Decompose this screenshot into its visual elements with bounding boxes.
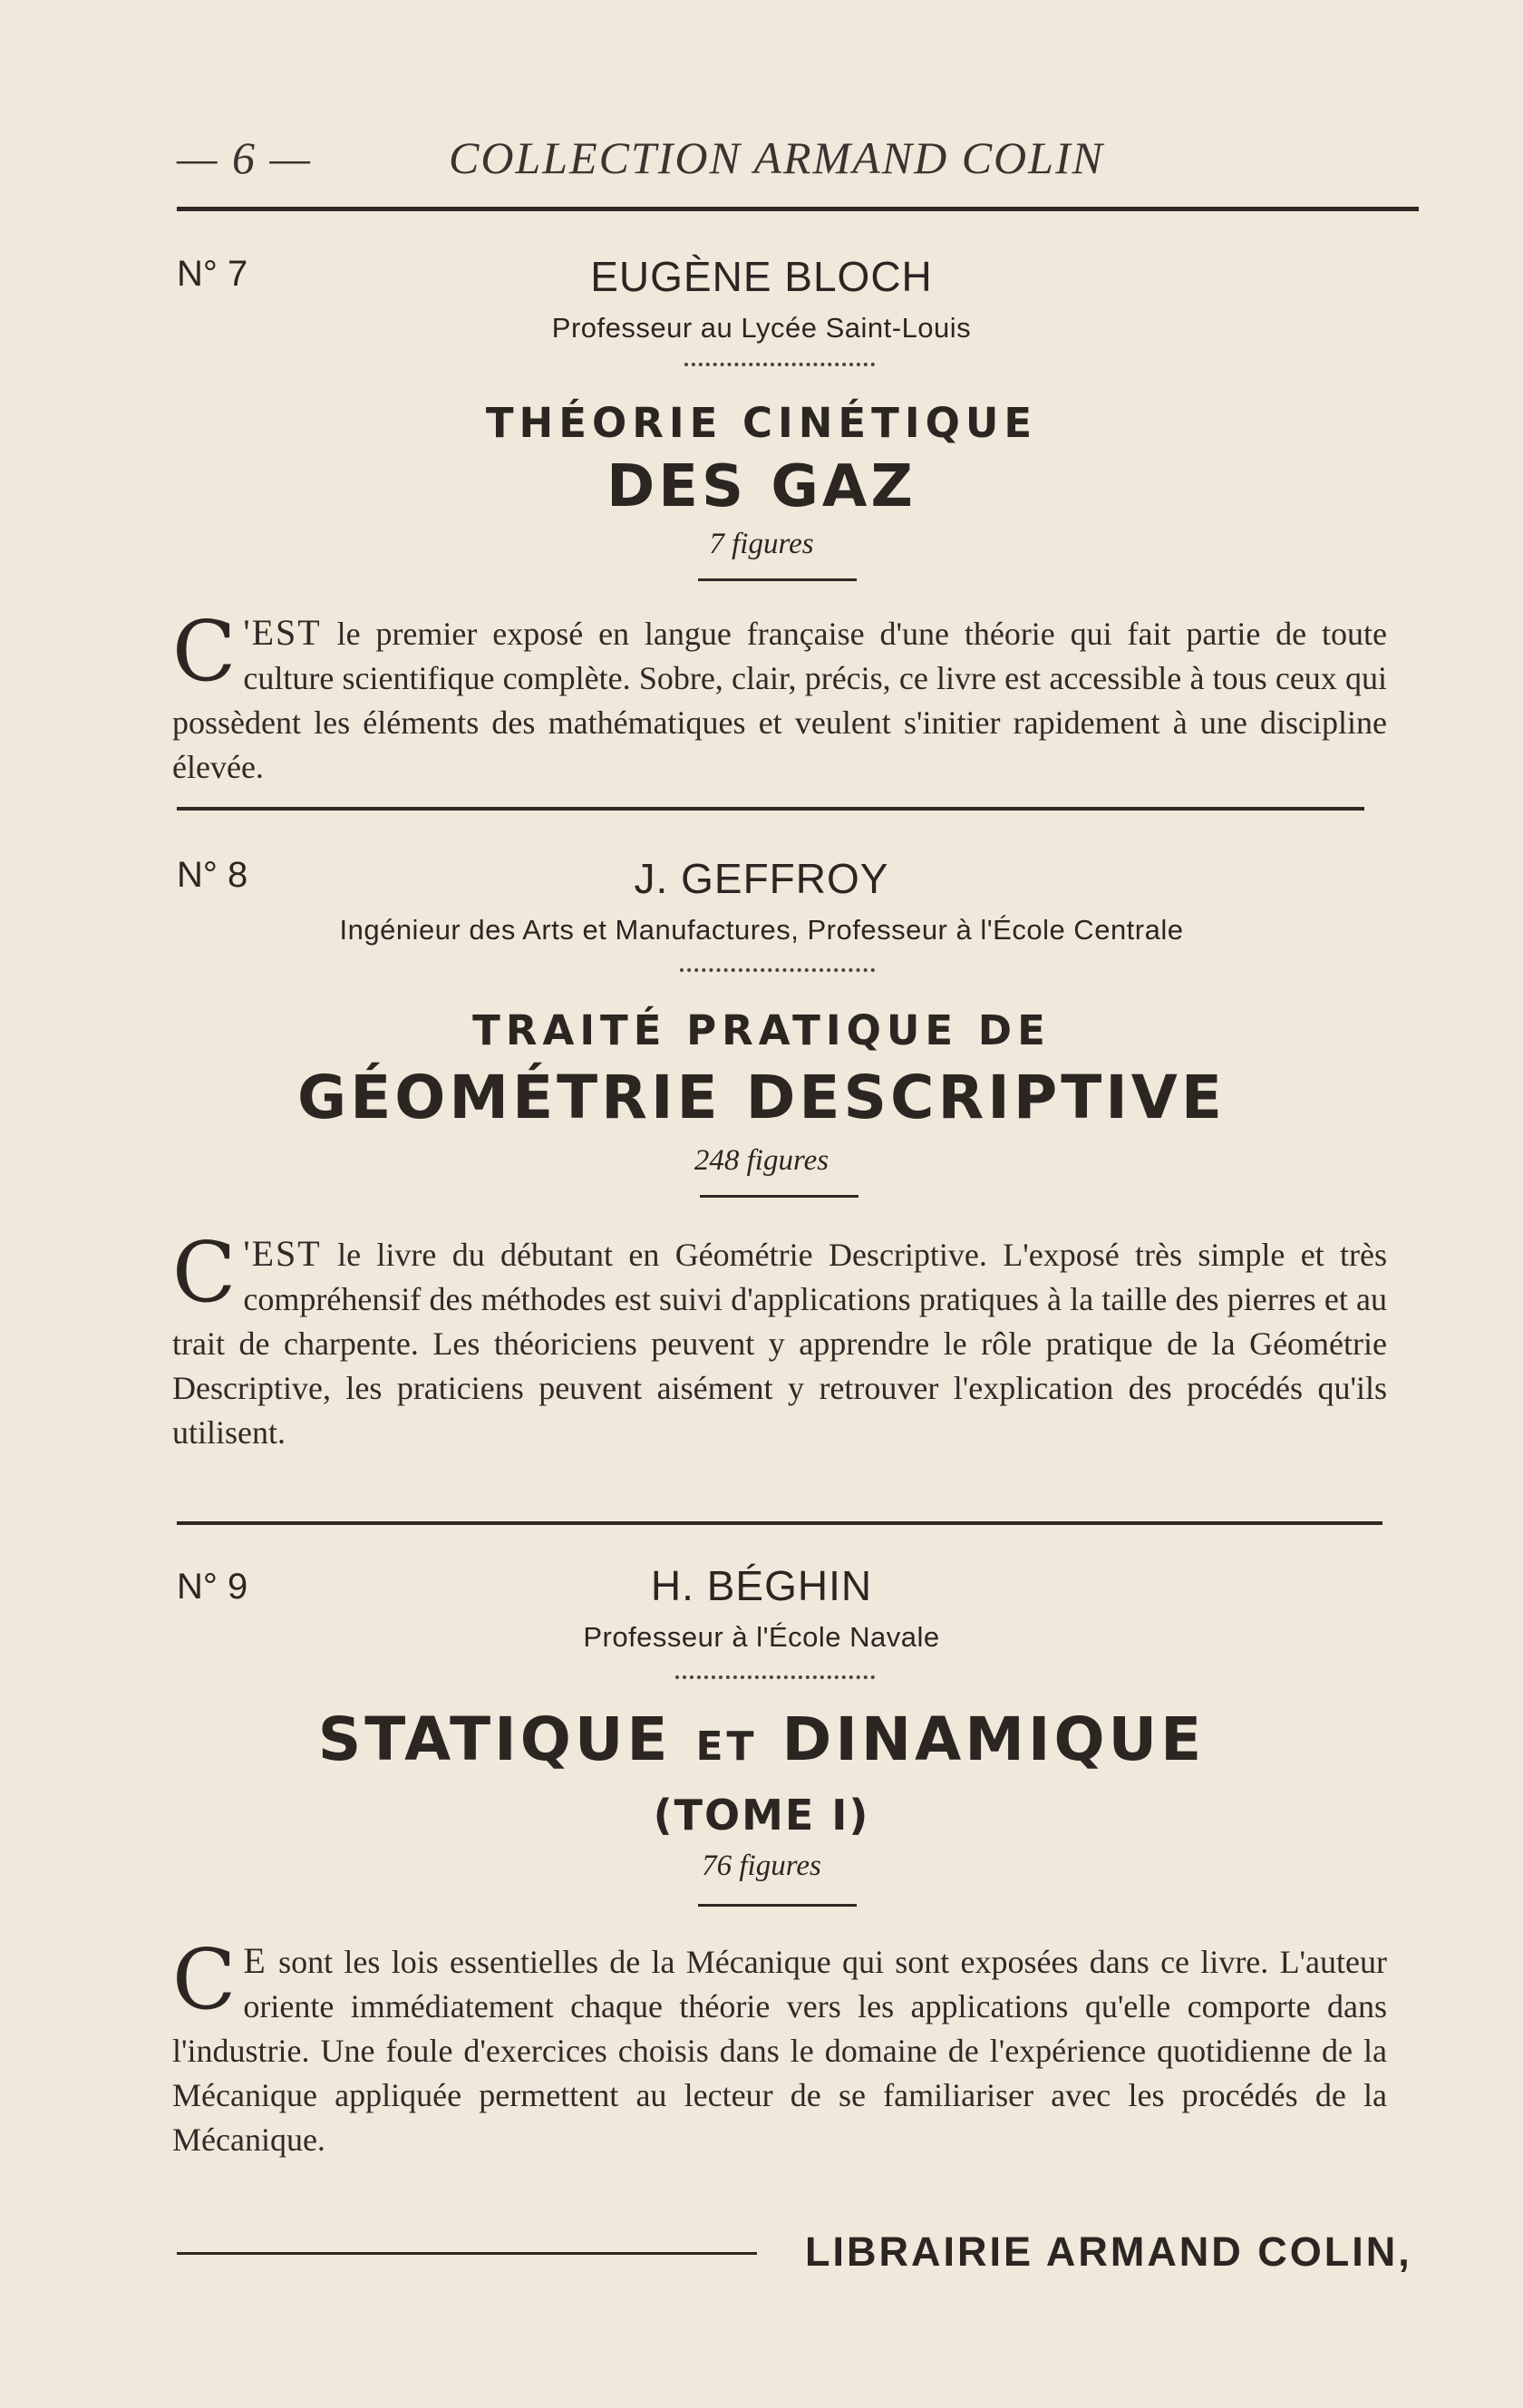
entry-9-figures-rule: [698, 1904, 857, 1907]
entry-9-dropcap: C: [172, 1931, 237, 2028]
entry-7-dropcap: C: [172, 603, 237, 700]
footer-rule: [177, 2252, 757, 2255]
collection-title: COLLECTION ARMAND COLIN: [449, 132, 1104, 183]
page-number: — 6 —: [177, 132, 312, 183]
entry-8-dropcap: C: [172, 1224, 237, 1321]
page-header: [177, 131, 1410, 195]
entry-8-number: N° 8: [177, 855, 248, 895]
entry-9-affiliation: Professeur à l'École Navale: [583, 1621, 940, 1653]
entry-9-title-connector: ET: [695, 1723, 758, 1770]
entry-9-number: N° 9: [177, 1567, 248, 1607]
entry-7-author: EUGÈNE BLOCH: [590, 253, 933, 300]
entry-7-title-line2: DES GAZ: [606, 453, 917, 520]
entry-8-description-text: le livre du débutant en Géométrie Descriptive. L'exposé très simple et très compréhensif des méthodes est suivi d'applications pratiques à la taille des pierres et au trait de charpente. Les théoriciens peuvent y apprendre le rôle pratique de la Géométrie Descriptive, les praticiens peuvent aisément y retrouver l'explication des procédés qu'ils utilisent.: [172, 1237, 1387, 1451]
entry-8-opener: 'EST: [243, 1233, 322, 1274]
entry-7-number: N° 7: [177, 254, 248, 294]
entry-8-rule: [177, 1521, 1382, 1525]
entry-7-figures-rule: [698, 578, 857, 581]
entry-7-opener: 'EST: [243, 612, 322, 653]
entry-9-title: [127, 1704, 1396, 1774]
entry-9-description-text: sont les lois essentielles de la Mécanique qui sont exposées dans ce livre. L'auteur oriente immédiatement chaque théorie vers les applications qu'elle comporte dans l'industrie. Une foule d'exercices choisis dans le domaine de l'expérience quotidienne de la Mécanique appliquée permettent au lecteur de se familiariser avec les procédés de la Mécanique.: [172, 1944, 1387, 2158]
entry-7-rule: [177, 807, 1364, 811]
header-rule: [177, 207, 1419, 211]
entry-8-title-line1: TRAITÉ PRATIQUE DE: [472, 1006, 1051, 1054]
publisher-imprint: LIBRAIRIE ARMAND COLIN,: [805, 2228, 1412, 2275]
entry-9-title-part1: STATIQUE: [317, 1704, 672, 1774]
entry-9-title-part2: DINAMIQUE: [781, 1704, 1206, 1774]
entry-9-figures: 76 figures: [702, 1850, 821, 1882]
entry-8-author: J. GEFFROY: [634, 855, 889, 902]
entry-7-affiliation: Professeur au Lycée Saint-Louis: [551, 312, 972, 344]
entry-9-opener: E: [243, 1940, 267, 1981]
entry-8-figures: 248 figures: [694, 1144, 829, 1177]
entry-7-figures: 7 figures: [709, 528, 814, 560]
entry-8-dotted-separator: [680, 968, 875, 972]
entry-8-title-line2: GÉOMÉTRIE DESCRIPTIVE: [297, 1063, 1226, 1132]
entry-7-dotted-separator: [684, 363, 875, 366]
entry-9-description: [172, 1931, 1387, 2162]
entry-9-author: H. BÉGHIN: [650, 1562, 873, 1609]
entry-8-description: [172, 1224, 1387, 1455]
entry-7-description: [172, 603, 1387, 790]
entry-8-figures-rule: [700, 1195, 859, 1198]
entry-9-subtitle: (TOME I): [653, 1791, 870, 1840]
entry-8-affiliation: Ingénieur des Arts et Manufactures, Professeur à l'École Centrale: [339, 914, 1184, 946]
entry-7-title-line1: THÉORIE CINÉTIQUE: [485, 399, 1038, 447]
entry-9-dotted-separator: [675, 1675, 875, 1679]
entry-7-description-text: le premier exposé en langue française d'une théorie qui fait partie de toute culture scientifique complète. Sobre, clair, précis, ce livre est accessible à tous ceux qui possèdent les éléments des mathématiques et veulent s'initier rapidement à une discipline élevée.: [172, 616, 1387, 785]
